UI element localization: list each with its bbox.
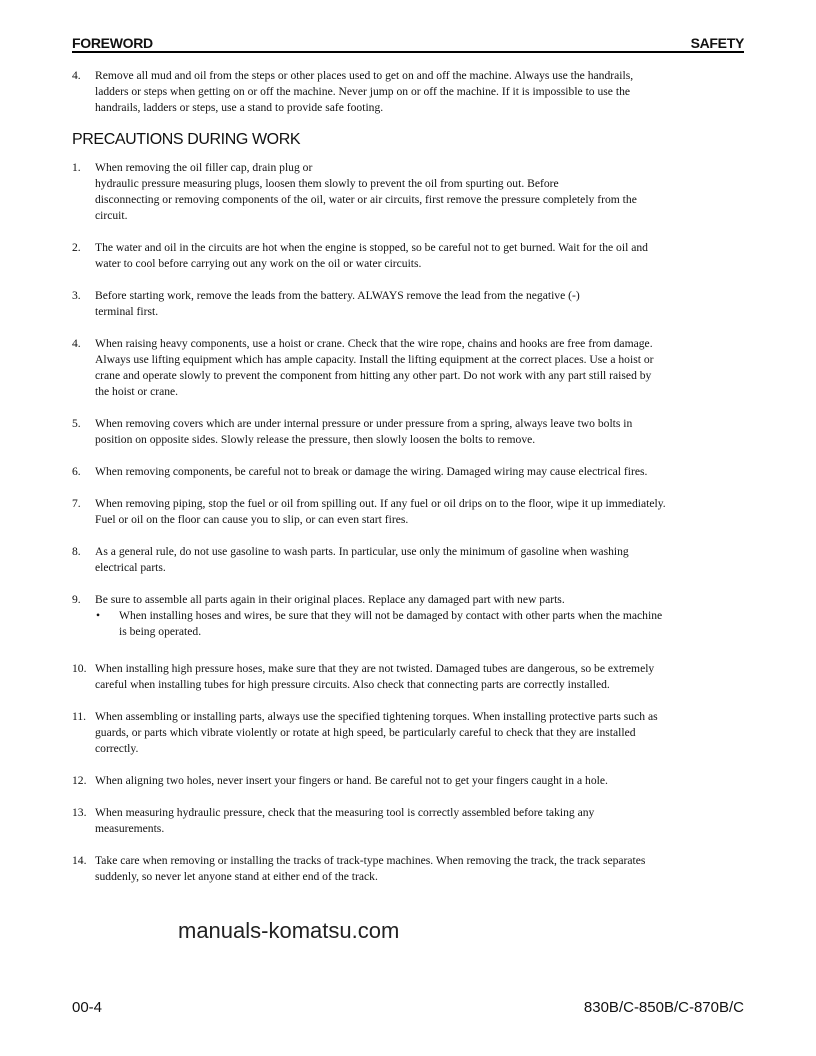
item-line: hydraulic pressure measuring plugs, loosen them slowly to prevent the oil from spurting out. Before: [95, 177, 559, 190]
item-text: [95, 464, 647, 480]
bullet-line: is being operated.: [119, 625, 202, 638]
item-number: 4.: [72, 337, 81, 350]
footer-page-number: 00-4: [72, 999, 103, 1016]
item-text: [95, 160, 637, 224]
item-text: [95, 68, 633, 116]
item-line: Always use lifting equipment which has ample capacity. Install the lifting equipment at the correct places. Use a hoist or: [95, 353, 654, 366]
item-line: terminal first.: [95, 305, 159, 318]
item-line: Take care when removing or installing the tracks of track-type machines. When removing the track, the track separates: [95, 854, 646, 867]
footer-model: 830B/C-850B/C-870B/C: [583, 999, 744, 1016]
item-line: Be sure to assemble all parts again in their original places. Replace any damaged part with new parts.: [95, 593, 565, 606]
item-number: 12.: [72, 774, 87, 787]
item-text: [95, 240, 648, 272]
section-title: PRECAUTIONS DURING WORK: [72, 131, 301, 148]
item-line: correctly.: [95, 742, 139, 755]
item-number: 4.: [72, 69, 81, 82]
item-line: When installing high pressure hoses, make sure that they are not twisted. Damaged tubes are dangerous, so be extremely: [95, 662, 655, 675]
item-number: 1.: [72, 161, 81, 174]
item-line: Fuel or oil on the floor can cause you to slip, or can even start fires.: [95, 513, 409, 526]
item-line: As a general rule, do not use gasoline to wash parts. In particular, use only the minimum of gasoline when washing: [95, 545, 629, 558]
watermark: manuals-komatsu.com: [178, 918, 400, 943]
item-text: [95, 416, 632, 448]
item-text: [95, 592, 565, 608]
item-line: When aligning two holes, never insert your fingers or hand. Be careful not to get your fingers caught in a hole.: [95, 774, 608, 787]
item-number: 5.: [72, 417, 81, 430]
item-line: handrails, ladders or steps, use a stand to provide safe footing.: [95, 101, 384, 114]
item-text: [95, 496, 666, 528]
item-line: disconnecting or removing components of the oil, water or air circuits, first remove the pressure completely from the: [95, 193, 637, 206]
item-line: circuit.: [95, 209, 128, 222]
header-rule: [72, 51, 744, 53]
item-number: 9.: [72, 593, 81, 606]
item-number: 7.: [72, 497, 81, 510]
item-line: ladders or steps when getting on or off the machine. Never jump on or off the machine. If it is impossible to use the: [95, 85, 631, 98]
item-line: When assembling or installing parts, always use the specified tightening torques. When installing protective parts such as: [95, 710, 658, 723]
item-line: When removing the oil filler cap, drain plug or: [95, 161, 313, 174]
item-number: 6.: [72, 465, 81, 478]
item-line: Before starting work, remove the leads from the battery. ALWAYS remove the lead from the negative (-): [95, 289, 580, 302]
item-number: 13.: [72, 806, 87, 819]
item-text: [95, 853, 645, 885]
header-section-left: FOREWORD: [72, 35, 153, 51]
item-text: [95, 805, 594, 837]
item-line: When removing components, be careful not to break or damage the wiring. Damaged wiring may cause electrical fires.: [95, 465, 648, 478]
item-number: 2.: [72, 241, 81, 254]
item-line: suddenly, so never let anyone stand at either end of the track.: [95, 870, 378, 883]
item-line: position on opposite sides. Slowly release the pressure, then slowly loosen the bolts to remove.: [95, 433, 536, 446]
item-text: [95, 336, 653, 400]
header-section-right: SAFETY: [690, 35, 744, 51]
bullet-icon: •: [96, 609, 101, 622]
item-text: [95, 288, 580, 320]
item-number: 11.: [72, 710, 87, 723]
item-line: When measuring hydraulic pressure, check that the measuring tool is correctly assembled before taking any: [95, 806, 595, 819]
item-line: crane and operate slowly to prevent the component from hitting any other part. Do not work with any part still raised by: [95, 369, 652, 382]
item-number: 8.: [72, 545, 81, 558]
item-text: [95, 544, 629, 576]
item-line: Remove all mud and oil from the steps or other places used to get on and off the machine. Always use the handrails,: [95, 69, 634, 82]
item-line: When removing piping, stop the fuel or oil from spilling out. If any fuel or oil drips on to the floor, wipe it up immediately.: [95, 497, 666, 510]
bullet-text: [119, 608, 662, 640]
bullet-line: When installing hoses and wires, be sure that they will not be damaged by contact with other parts when the machine: [119, 609, 663, 622]
item-line: the hoist or crane.: [95, 385, 179, 398]
item-line: measurements.: [95, 822, 165, 835]
item-number: 10.: [72, 662, 87, 675]
item-line: water to cool before carrying out any work on the oil or water circuits.: [95, 257, 422, 270]
item-text: [95, 661, 654, 693]
item-line: When raising heavy components, use a hoist or crane. Check that the wire rope, chains and hooks are free from damage.: [95, 337, 653, 350]
item-number: 3.: [72, 289, 81, 302]
item-text: [95, 709, 658, 757]
item-line: guards, or parts which vibrate violently or rotate at high speed, be particularly careful to check that they are installed: [95, 726, 636, 739]
item-line: When removing covers which are under internal pressure or under pressure from a spring, always leave two bolts in: [95, 417, 633, 430]
item-line: electrical parts.: [95, 561, 166, 574]
item-text: [95, 773, 608, 789]
item-line: The water and oil in the circuits are hot when the engine is stopped, so be careful not to get burned. Wait for the oil and: [95, 241, 648, 254]
item-line: careful when installing tubes for high pressure circuits. Also check that connecting parts are correctly installed.: [95, 678, 610, 691]
item-number: 14.: [72, 854, 87, 867]
